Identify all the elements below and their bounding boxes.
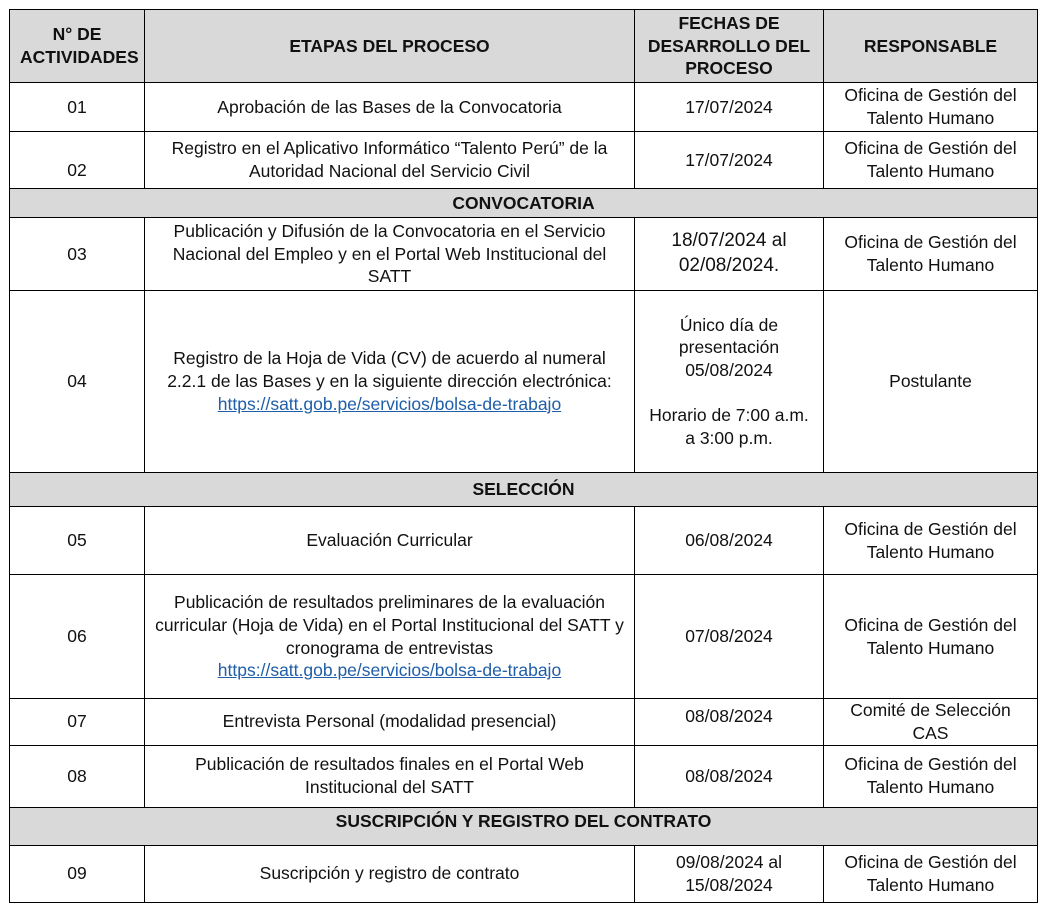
activity-number: 07 xyxy=(10,699,145,746)
activity-stage: Entrevista Personal (modalidad presencial) xyxy=(145,699,635,746)
header-process-stages: ETAPAS DEL PROCESO xyxy=(145,10,635,83)
job-board-link[interactable]: https://satt.gob.pe/servicios/bolsa-de-trabajo xyxy=(217,660,562,681)
activity-stage: Suscripción y registro de contrato xyxy=(145,845,635,902)
table-row xyxy=(10,575,1038,699)
activity-stage: Publicación de resultados preliminares de la evaluación curricular (Hoja de Vida) en el Portal Institucional del SATT y cronograma de entrevistas xyxy=(155,592,624,658)
activity-responsible: Oficina de Gestión del Talento Humano xyxy=(824,745,1038,807)
activity-date: 08/08/2024 xyxy=(635,745,824,807)
activity-number: 06 xyxy=(10,575,145,699)
activity-responsible: Oficina de Gestión del Talento Humano xyxy=(824,575,1038,699)
table-row xyxy=(10,291,1038,473)
table-row xyxy=(10,699,1038,746)
section-title: SUSCRIPCIÓN Y REGISTRO DEL CONTRATO xyxy=(10,807,1038,845)
activity-number: 02 xyxy=(10,132,145,189)
section-row-convocatoria xyxy=(10,189,1038,218)
activity-number: 01 xyxy=(10,83,145,132)
activity-date: 07/08/2024 xyxy=(635,575,824,699)
section-row-seleccion xyxy=(10,473,1038,507)
activity-stage-cell xyxy=(145,575,635,699)
activity-date-cell xyxy=(635,291,824,473)
table-row xyxy=(10,507,1038,575)
section-title: CONVOCATORIA xyxy=(10,189,1038,218)
section-row-suscripcion xyxy=(10,807,1038,845)
activity-responsible: Oficina de Gestión del Talento Humano xyxy=(824,507,1038,575)
table-row xyxy=(10,83,1038,132)
activity-date: 09/08/2024 al 15/08/2024 xyxy=(635,845,824,902)
process-schedule-table xyxy=(9,9,1038,903)
activity-responsible: Oficina de Gestión del Talento Humano xyxy=(824,845,1038,902)
header-activity-number: N° DE ACTIVIDADES xyxy=(10,10,145,83)
header-process-dates: FECHAS DE DESARROLLO DEL PROCESO xyxy=(635,10,824,83)
activity-stage: Registro de la Hoja de Vida (CV) de acuerdo al numeral 2.2.1 de las Bases y en la siguiente dirección electrónica: xyxy=(167,348,612,392)
activity-number: 03 xyxy=(10,218,145,291)
header-responsible: RESPONSABLE xyxy=(824,10,1038,83)
table-row xyxy=(10,745,1038,807)
activity-date: 06/08/2024 xyxy=(635,507,824,575)
table-row xyxy=(10,845,1038,902)
activity-number: 09 xyxy=(10,845,145,902)
section-title: SELECCIÓN xyxy=(10,473,1038,507)
activity-number: 05 xyxy=(10,507,145,575)
activity-responsible: Oficina de Gestión del Talento Humano xyxy=(824,83,1038,132)
activity-stage-cell xyxy=(145,291,635,473)
activity-stage: Publicación y Difusión de la Convocatoria en el Servicio Nacional del Empleo y en el Portal Web Institucional del SATT xyxy=(145,218,635,291)
activity-responsible: Comité de Selección CAS xyxy=(824,699,1038,746)
activity-date: 17/07/2024 xyxy=(635,83,824,132)
activity-date: 17/07/2024 xyxy=(635,132,824,189)
activity-responsible: Oficina de Gestión del Talento Humano xyxy=(824,132,1038,189)
activity-number: 08 xyxy=(10,745,145,807)
activity-schedule: Horario de 7:00 a.m. a 3:00 p.m. xyxy=(649,404,809,448)
activity-date: 18/07/2024 al 02/08/2024. xyxy=(635,218,824,291)
activity-stage: Registro en el Aplicativo Informático “Talento Perú” de la Autoridad Nacional del Servicio Civil xyxy=(145,132,635,189)
activity-stage: Aprobación de las Bases de la Convocatoria xyxy=(145,83,635,132)
activity-number: 04 xyxy=(10,291,145,473)
activity-stage: Publicación de resultados finales en el Portal Web Institucional del SATT xyxy=(145,745,635,807)
table-row xyxy=(10,132,1038,189)
table-row xyxy=(10,218,1038,291)
job-board-link[interactable]: https://satt.gob.pe/servicios/bolsa-de-trabajo xyxy=(217,393,562,414)
activity-date: 08/08/2024 xyxy=(635,699,824,746)
activity-responsible: Oficina de Gestión del Talento Humano xyxy=(824,218,1038,291)
activity-stage: Evaluación Curricular xyxy=(145,507,635,575)
activity-responsible: Postulante xyxy=(824,291,1038,473)
header-row xyxy=(10,10,1038,83)
activity-date: Único día de presentación 05/08/2024 xyxy=(678,314,780,381)
